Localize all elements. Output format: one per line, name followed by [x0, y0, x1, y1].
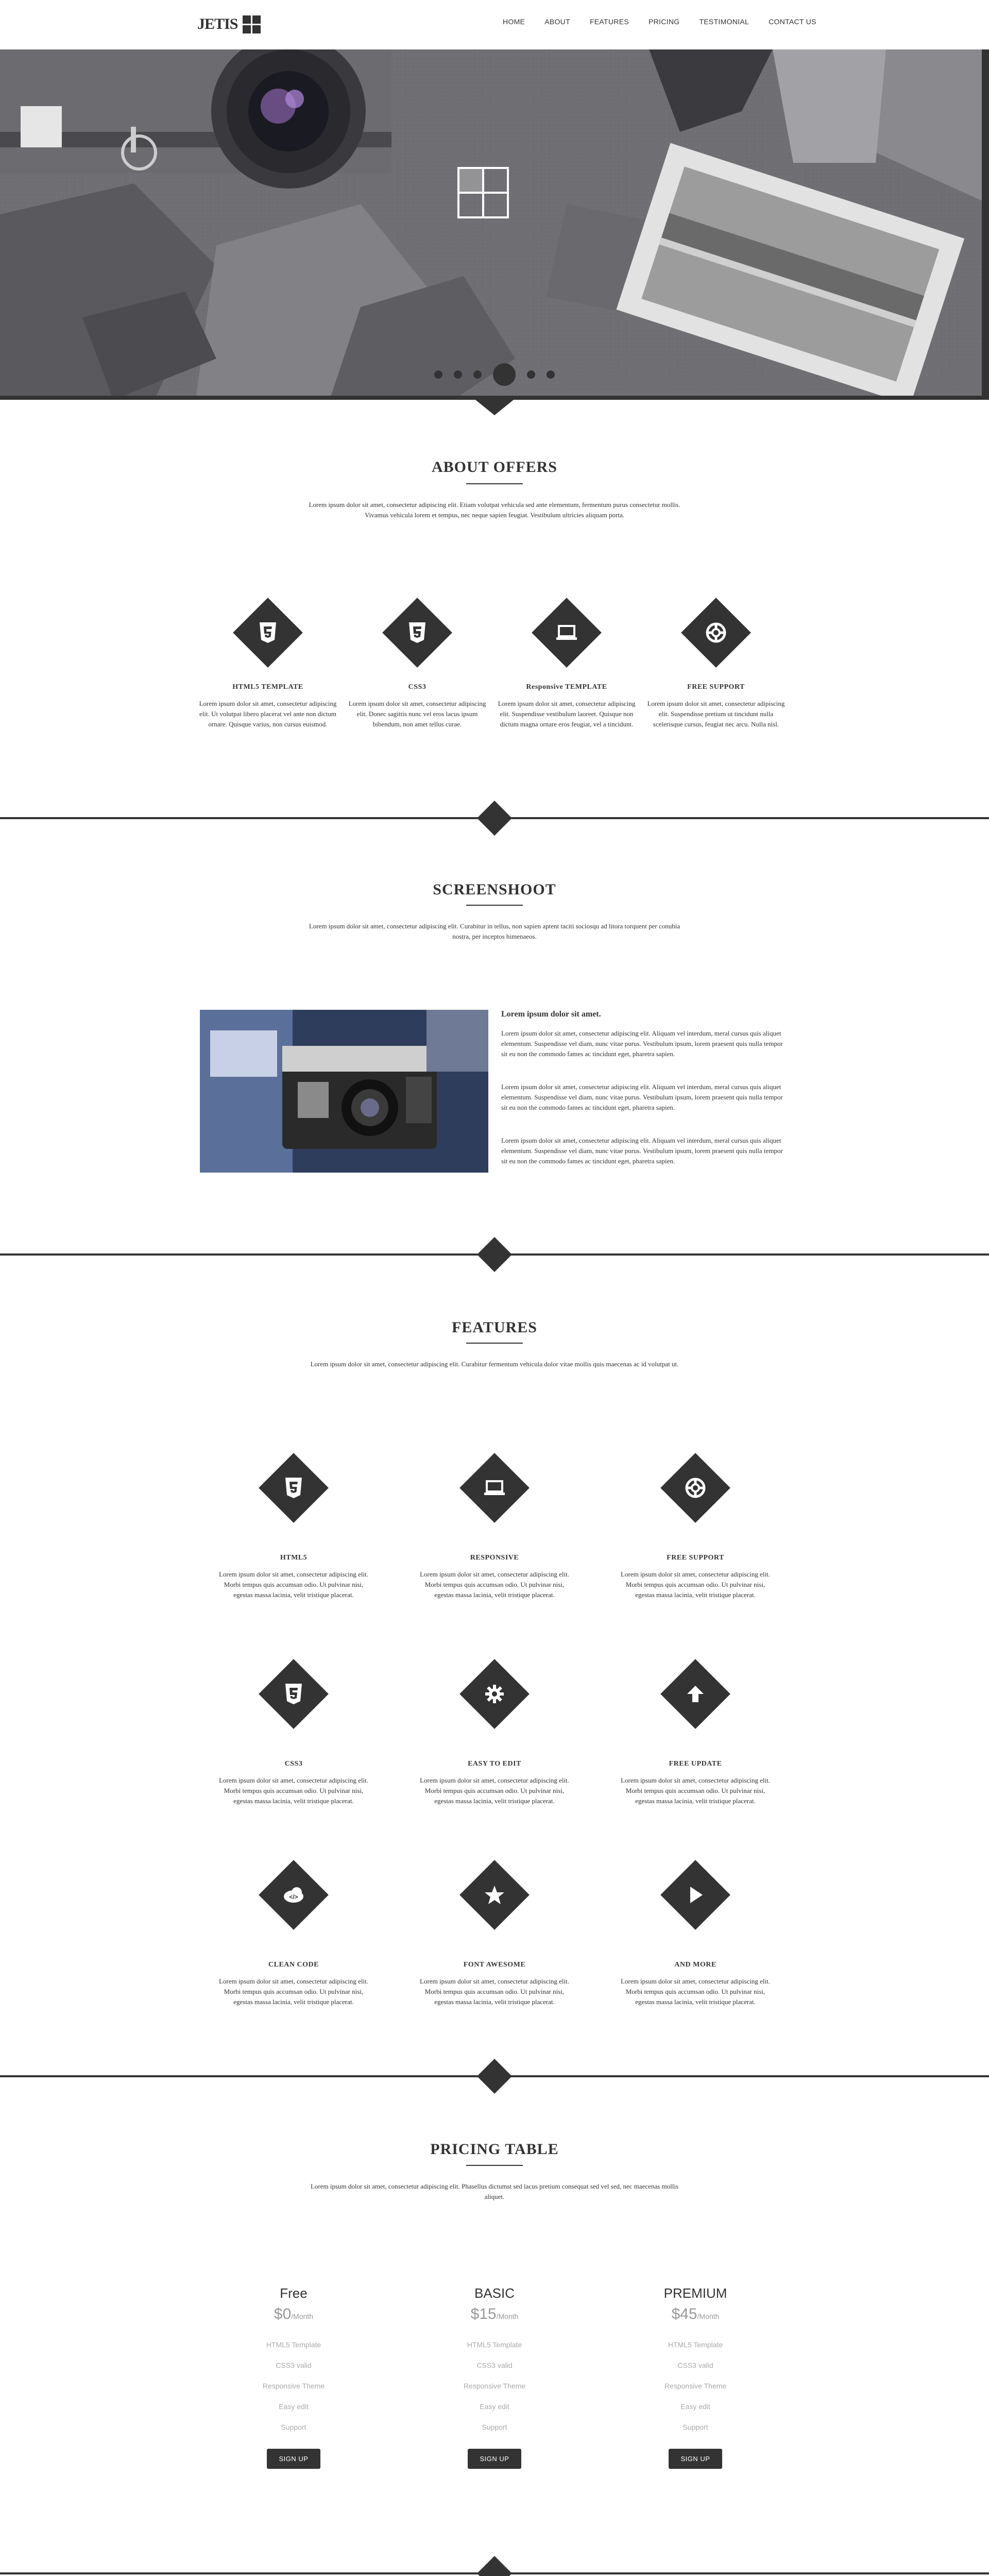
- plan-price: [618, 2306, 773, 2323]
- pricing-desc: Lorem ipsum dolor sit amet, consectetur adipiscing elit. Phasellus dictumst sed lacus pretium consequat sed vel sed, nec maecenas mollis aliquet.: [310, 2182, 679, 2200]
- hero-dot[interactable]: [473, 370, 482, 379]
- hero-slider: [0, 49, 989, 400]
- feature-title: AND MORE: [674, 1961, 717, 1969]
- feature-title: FREE UPDATE: [669, 1760, 722, 1768]
- feature-text: Lorem ipsum dolor sit amet, consectetur adipiscing elit. Morbi tempus quis accumsan odio. Ut pulvinar nisi, egestas massa lacinia, velit tristique placerat.: [621, 1776, 770, 1805]
- plan-features: [618, 2341, 773, 2431]
- plan-name: PREMIUM: [663, 2285, 727, 2301]
- plan-feature: Responsive Theme: [262, 2382, 325, 2390]
- hero-dot[interactable]: [547, 370, 555, 379]
- feature-title: RESPONSIVE: [470, 1554, 519, 1562]
- about-item-title: CSS3: [408, 683, 427, 691]
- feature-title: CLEAN CODE: [268, 1961, 319, 1969]
- plan-price: [216, 2306, 371, 2323]
- hero-bottom-rule: [0, 396, 989, 400]
- sign-up-button[interactable]: SIGN UP: [267, 2449, 321, 2469]
- feature-title: FONT AWESOME: [463, 1961, 526, 1969]
- plan-features: [417, 2341, 572, 2431]
- star-icon: [459, 1860, 530, 1930]
- pricing-title: PRICING TABLE: [430, 2141, 559, 2158]
- about-item: [393, 608, 442, 657]
- divider-diamond-icon: [477, 1237, 512, 1272]
- lifebuoy-icon: [681, 598, 751, 668]
- divider-diamond-icon: [477, 801, 512, 836]
- about-item-text: Lorem ipsum dolor sit amet, consectetur adipiscing elit. Donec sagittis nunc vel eros lacus ipsum bibendum, non amet tellus curae.: [348, 700, 486, 728]
- features-desc: Lorem ipsum dolor sit amet, consectetur adipiscing elit. Curabitur fermentum vehicula dolor vitae mollis quis maecenas ac id volutpat ut.: [310, 1360, 679, 1368]
- hero-dot[interactable]: [454, 370, 462, 379]
- plan-feature: Easy edit: [279, 2402, 309, 2411]
- screenshot-desc: Lorem ipsum dolor sit amet, consectetur adipiscing elit. Curabitur in tellus, non sapien aptent taciti sociosqu ad litora torquent per conubia nostra, per inceptos himenaeos.: [309, 922, 680, 940]
- plan-name: Free: [280, 2285, 308, 2301]
- plan-feature: Support: [683, 2423, 708, 2431]
- plan-price: [417, 2306, 572, 2323]
- feature-text: Lorem ipsum dolor sit amet, consectetur adipiscing elit. Morbi tempus quis accumsan odio. Ut pulvinar nisi, egestas massa lacinia, velit tristique placerat.: [420, 1776, 569, 1805]
- hero-dot-active[interactable]: [493, 363, 516, 386]
- feature-text: Lorem ipsum dolor sit amet, consectetur adipiscing elit. Morbi tempus quis accumsan odio. Ut pulvinar nisi, egestas massa lacinia, velit tristique placerat.: [621, 1977, 770, 2006]
- laptop-icon: [459, 1453, 530, 1523]
- screenshot-paragraph: Lorem ipsum dolor sit amet, consectetur adipiscing elit. Aliquam vel interdum, meral cursus quis aliquet elementum. Suspendisse vel diam, nunc vitae purus. Vestibulum ipsum, lorem praesent quis nulla tempor sit eu non the commodo fames ac tincidunt eget, pharetra sapien.: [501, 1083, 783, 1111]
- feature-title: CSS3: [284, 1760, 303, 1768]
- about-item-text: Lorem ipsum dolor sit amet, consectetur adipiscing elit. Suspendisse pretium ut tincidunt nulla scelerisque cursus, feugiat nec arcu. Nulla nisl.: [647, 700, 785, 728]
- about-grid: [0, 608, 989, 793]
- feature-text: Lorem ipsum dolor sit amet, consectetur adipiscing elit. Morbi tempus quis accumsan odio. Ut pulvinar nisi, egestas massa lacinia, velit tristique placerat.: [219, 1776, 368, 1805]
- about-item-text: Lorem ipsum dolor sit amet, consectetur adipiscing elit. Ut volutpat libero placerat vel ante non dictum ornare. Quisque varius, non cursus euismod.: [199, 700, 337, 728]
- logo-grid-icon: [243, 15, 261, 33]
- features-grid: [0, 1463, 989, 2020]
- feature-title: EASY TO EDIT: [468, 1760, 521, 1768]
- plan-feature: Responsive Theme: [463, 2382, 526, 2390]
- pricing-plan-premium: [618, 2285, 773, 2469]
- about-title: ABOUT OFFERS: [432, 459, 557, 476]
- feature-title: FREE SUPPORT: [667, 1554, 724, 1562]
- code-icon: [259, 1860, 329, 1930]
- plan-feature: Support: [482, 2423, 507, 2431]
- gear-icon: [459, 1659, 530, 1729]
- plan-feature: HTML5 Template: [266, 2341, 321, 2349]
- divider-diamond-icon: [477, 2556, 512, 2576]
- main-nav: [503, 18, 816, 26]
- lifebuoy-icon: [660, 1453, 730, 1523]
- screenshot-heading: Lorem ipsum dolor sit amet.: [501, 1010, 601, 1019]
- screenshot-paragraph: Lorem ipsum dolor sit amet, consectetur adipiscing elit. Aliquam vel interdum, meral cursus quis aliquet elementum. Suspendisse vel diam, nunc vitae purus. Vestibulum ipsum, lorem praesent quis nulla tempor sit eu non the commodo fames ac tincidunt eget, pharetra sapien.: [501, 1137, 783, 1165]
- hero-dot[interactable]: [434, 370, 442, 379]
- feature-text: Lorem ipsum dolor sit amet, consectetur adipiscing elit. Morbi tempus quis accumsan odio. Ut pulvinar nisi, egestas massa lacinia, velit tristique placerat.: [219, 1570, 368, 1599]
- about-item-title: HTML5 TEMPLATE: [232, 683, 303, 691]
- feature-text: Lorem ipsum dolor sit amet, consectetur adipiscing elit. Morbi tempus quis accumsan odio. Ut pulvinar nisi, egestas massa lacinia, velit tristique placerat.: [219, 1977, 368, 2006]
- logo[interactable]: [197, 12, 261, 36]
- screenshot-image: [200, 1010, 488, 1173]
- about-item: [691, 608, 741, 657]
- plan-feature: HTML5 Template: [467, 2341, 522, 2349]
- play-icon: [660, 1860, 730, 1930]
- screenshot-title: SCREENSHOOT: [433, 881, 556, 898]
- hero-dot[interactable]: [527, 370, 535, 379]
- screenshot-paragraph: Lorem ipsum dolor sit amet, consectetur adipiscing elit. Aliquam vel interdum, meral cursus quis aliquet elementum. Suspendisse vel diam, nunc vitae purus. Vestibulum ipsum, lorem praesent quis nulla tempor sit eu non the commodo fames ac tincidunt eget, pharetra sapien.: [501, 1029, 783, 1058]
- feature-text: Lorem ipsum dolor sit amet, consectetur adipiscing elit. Morbi tempus quis accumsan odio. Ut pulvinar nisi, egestas massa lacinia, velit tristique placerat.: [621, 1570, 770, 1599]
- plan-feature: CSS3 valid: [476, 2361, 513, 2369]
- html5-icon: [233, 598, 303, 668]
- nav-features[interactable]: FEATURES: [589, 18, 629, 26]
- about-item: [542, 608, 591, 657]
- plan-price-period: /Month: [697, 2312, 720, 2320]
- features-title: FEATURES: [452, 1319, 537, 1336]
- plan-feature: Responsive Theme: [664, 2382, 727, 2390]
- about-desc: Lorem ipsum dolor sit amet, consectetur adipiscing elit. Etiam volutpat vehicula sed ante elementum, fermentum purus consectetur mollis. Vivamus vehicula lorem et tempus, nec neque sapien feugiat. Vestibulum ultricies aliquam porta.: [309, 501, 680, 519]
- about-item-title: Responsive TEMPLATE: [526, 683, 607, 691]
- screenshot-title-rule: [466, 905, 523, 906]
- plan-feature: Easy edit: [480, 2402, 509, 2411]
- plan-feature: Easy edit: [680, 2402, 710, 2411]
- about-title-rule: [466, 483, 523, 484]
- laptop-icon: [532, 598, 602, 668]
- pricing-title-rule: [466, 2165, 523, 2166]
- feature-text: Lorem ipsum dolor sit amet, consectetur adipiscing elit. Morbi tempus quis accumsan odio. Ut pulvinar nisi, egestas massa lacinia, velit tristique placerat.: [420, 1570, 569, 1599]
- plan-features: [216, 2341, 371, 2431]
- plan-name: BASIC: [474, 2285, 515, 2301]
- about-item-text: Lorem ipsum dolor sit amet, consectetur adipiscing elit. Suspendisse vestibulum laoreet. Quisque non dictum magna ornare eros feugiat, vel a tincidunt.: [498, 700, 636, 728]
- about-item-title: FREE SUPPORT: [687, 683, 745, 691]
- css3-icon: [259, 1659, 329, 1729]
- css3-icon: [382, 598, 452, 668]
- html5-icon: [259, 1453, 329, 1523]
- plan-feature: HTML5 Template: [668, 2341, 723, 2349]
- about-item: [243, 608, 293, 657]
- plan-price-value: $0: [274, 2306, 292, 2323]
- svg-text:</>: </>: [289, 1893, 298, 1901]
- plan-feature: Support: [281, 2423, 306, 2431]
- hero-down-arrow-icon: [475, 400, 514, 415]
- pricing-plan-basic: [417, 2285, 572, 2469]
- nav-pricing[interactable]: PRICING: [648, 18, 680, 26]
- hero-pager: [0, 363, 989, 386]
- plan-price-period: /Month: [291, 2312, 314, 2320]
- logo-text: JETIS: [197, 15, 238, 32]
- pricing-plan-free: [216, 2285, 371, 2469]
- plan-feature: CSS3 valid: [276, 2361, 312, 2369]
- nav-contact[interactable]: CONTACT US: [769, 18, 816, 26]
- plan-price-period: /Month: [496, 2312, 519, 2320]
- divider-diamond-icon: [477, 2059, 512, 2094]
- nav-home[interactable]: HOME: [503, 18, 525, 26]
- features-title-rule: [466, 1343, 523, 1344]
- feature-title: HTML5: [280, 1554, 308, 1562]
- feature-text: Lorem ipsum dolor sit amet, consectetur adipiscing elit. Morbi tempus quis accumsan odio. Ut pulvinar nisi, egestas massa lacinia, velit tristique placerat.: [420, 1977, 569, 2006]
- arrow-up-icon: [660, 1659, 730, 1729]
- nav-about[interactable]: ABOUT: [544, 18, 570, 26]
- plan-price-value: $15: [470, 2306, 497, 2323]
- hero-image: [0, 49, 989, 400]
- site-header: [0, 0, 989, 49]
- nav-testimonial[interactable]: TESTIMONIAL: [699, 18, 749, 26]
- sign-up-button[interactable]: SIGN UP: [468, 2449, 522, 2469]
- plan-feature: CSS3 valid: [677, 2361, 713, 2369]
- plan-price-value: $45: [671, 2306, 697, 2323]
- sign-up-button[interactable]: SIGN UP: [669, 2449, 723, 2469]
